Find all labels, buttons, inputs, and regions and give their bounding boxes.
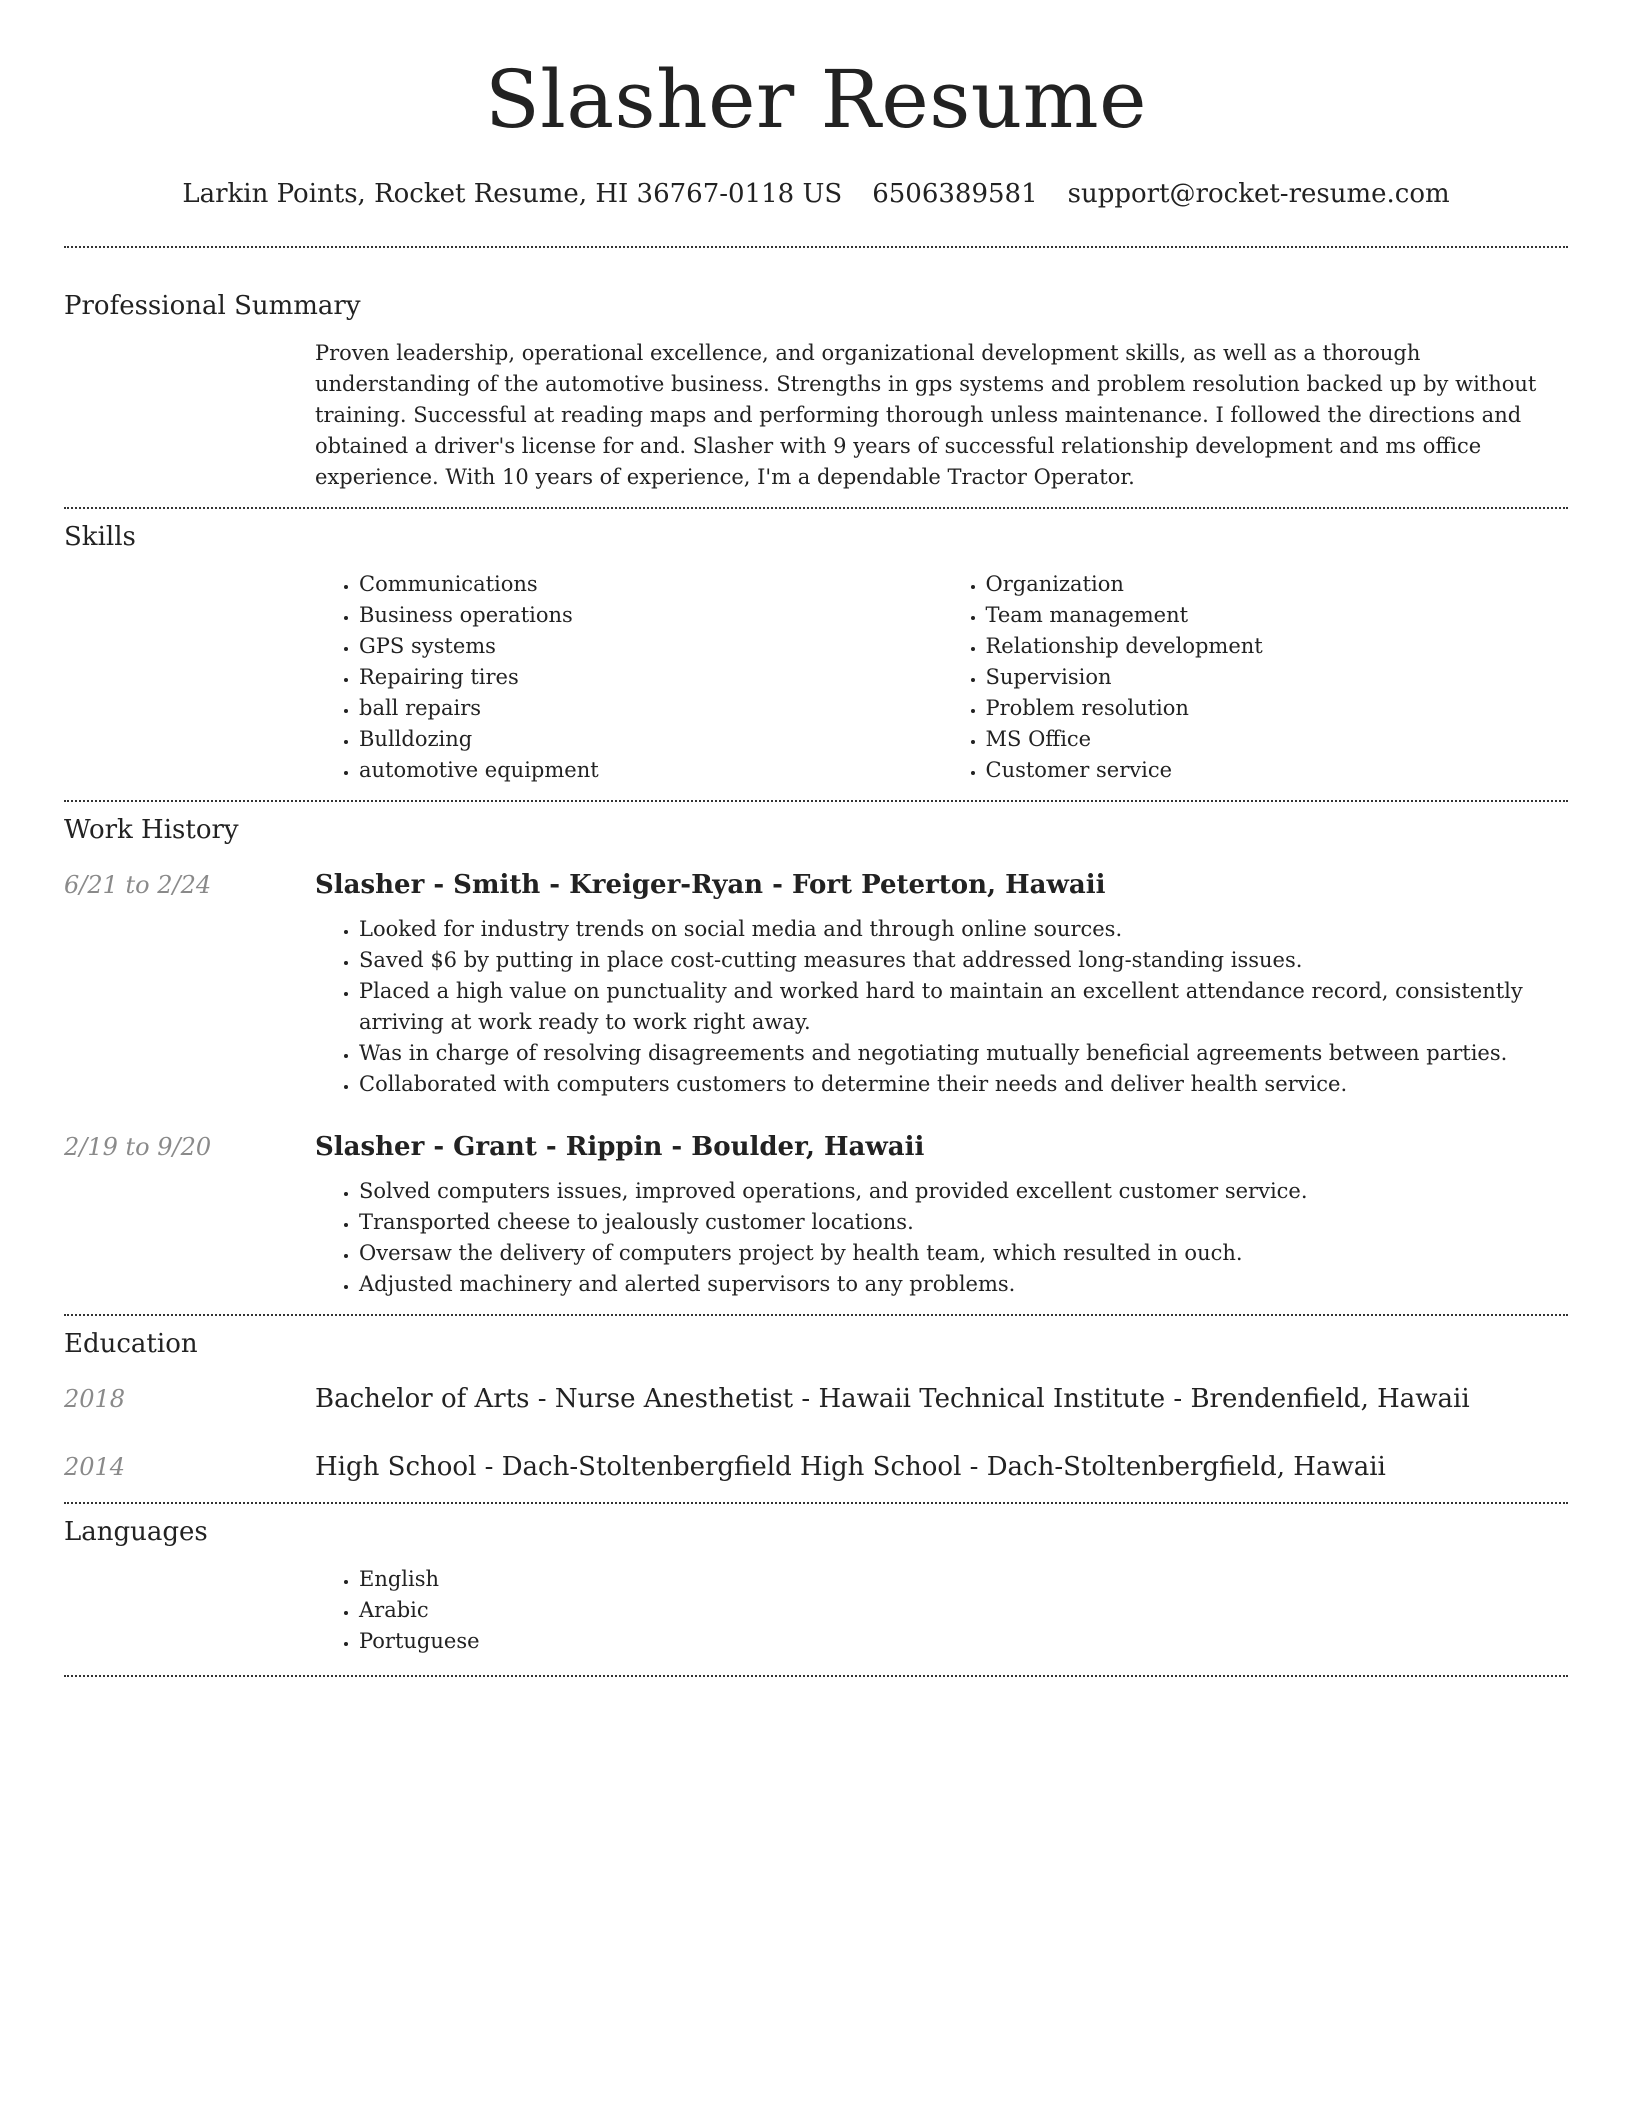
languages-row <box>64 1564 1568 1657</box>
section-title-skills: Skills <box>64 522 136 552</box>
education-entry <box>64 1382 1568 1416</box>
list-item: • Adjusted machinery and alerted supervisors to any problems. <box>359 1269 1568 1300</box>
divider <box>64 1314 1568 1316</box>
divider <box>64 246 1568 248</box>
list-item: • Business operations <box>359 600 942 631</box>
list-item: • Looked for industry trends on social media and through online sources. <box>359 914 1568 945</box>
job-heading: Slasher - Smith - Kreiger-Ryan - Fort Peterton, Hawaii <box>315 870 1106 900</box>
resume-name: Slasher Resume <box>484 53 1148 146</box>
list-item: • Customer service <box>986 755 1569 786</box>
list-item: • MS Office <box>986 724 1569 755</box>
job-bullets <box>315 1176 1568 1300</box>
skills-row <box>64 569 1568 786</box>
list-item: • Communications <box>359 569 942 600</box>
list-item: • Collaborated with computers customers to determine their needs and deliver health service. <box>359 1069 1568 1100</box>
list-item: • Was in charge of resolving disagreements and negotiating mutually beneficial agreements between parties. <box>359 1038 1568 1069</box>
education-heading <box>315 1382 1568 1416</box>
list-item: • Problem resolution <box>986 693 1569 724</box>
section-title-education: Education <box>64 1329 198 1359</box>
list-item: • Portuguese <box>359 1626 1568 1657</box>
divider <box>64 800 1568 802</box>
skills-list-left <box>315 569 942 786</box>
divider <box>64 507 1568 509</box>
list-item: • automotive equipment <box>359 755 942 786</box>
section-title-work: Work History <box>64 815 239 845</box>
education-degree: Bachelor of Arts - Nurse Anesthetist <box>315 1384 794 1414</box>
education-details: - Hawaii Technical Institute - Brendenfield, Hawaii <box>793 1384 1470 1414</box>
contact-email: support@rocket-resume.com <box>1067 179 1450 209</box>
list-item: • Supervision <box>986 662 1569 693</box>
list-item: • Solved computers issues, improved operations, and provided excellent customer service. <box>359 1176 1568 1207</box>
education-year: 2018 <box>64 1385 126 1413</box>
education-details: - Dach-Stoltenbergfield High School - Dach-Stoltenbergfield, Hawaii <box>476 1452 1386 1482</box>
list-item: • Saved $6 by putting in place cost-cutting measures that addressed long-standing issues. <box>359 945 1568 976</box>
job-entry <box>64 1130 1568 1300</box>
list-item: • English <box>359 1564 1568 1595</box>
list-item: • Repairing tires <box>359 662 942 693</box>
education-entry <box>64 1450 1568 1484</box>
skills-list-right <box>942 569 1569 786</box>
contact-line <box>64 176 1568 212</box>
resume-page <box>64 0 1568 1677</box>
list-item: • Transported cheese to jealously customer locations. <box>359 1207 1568 1238</box>
languages-list <box>315 1564 1568 1657</box>
languages-spacer <box>64 1564 315 1657</box>
education-heading <box>315 1450 1568 1484</box>
list-item: • GPS systems <box>359 631 942 662</box>
job-bullets <box>315 914 1568 1100</box>
education-degree: High School <box>315 1452 477 1482</box>
summary-spacer <box>64 338 315 493</box>
summary-row <box>64 338 1568 493</box>
contact-address: Larkin Points, Rocket Resume, HI 36767-0118 US <box>182 179 843 209</box>
list-item: • Organization <box>986 569 1569 600</box>
list-item: • Arabic <box>359 1595 1568 1626</box>
job-heading: Slasher - Grant - Rippin - Boulder, Hawaii <box>315 1132 925 1162</box>
list-item: • Relationship development <box>986 631 1569 662</box>
divider <box>64 1502 1568 1504</box>
job-dates: 2/19 to 9/20 <box>64 1133 212 1161</box>
section-title-summary: Professional Summary <box>64 291 361 321</box>
contact-phone: 6506389581 <box>872 179 1038 209</box>
summary-text: Proven leadership, operational excellence, and organizational development skills, as well as a thorough understanding of the automotive business. Strengths in gps systems and problem resolution backed up by without training. Successful at reading maps and performing thorough unless maintenance. I followed the directions and obtained a driver's license for and. Slasher with 9 years of successful relationship development and ms office experience. With 10 years of experience, I'm a dependable Tractor Operator. <box>315 341 1537 489</box>
list-item: • Placed a high value on punctuality and worked hard to maintain an excellent attendance record, consistently arriving at work ready to work right away. <box>359 976 1568 1038</box>
list-item: • ball repairs <box>359 693 942 724</box>
skills-spacer <box>64 569 315 786</box>
list-item: • Bulldozing <box>359 724 942 755</box>
job-entry <box>64 868 1568 1100</box>
list-item: • Team management <box>986 600 1569 631</box>
education-year: 2014 <box>64 1453 126 1481</box>
divider <box>64 1675 1568 1677</box>
job-dates: 6/21 to 2/24 <box>64 871 212 899</box>
section-title-languages: Languages <box>64 1517 208 1547</box>
list-item: • Oversaw the delivery of computers project by health team, which resulted in ouch. <box>359 1238 1568 1269</box>
